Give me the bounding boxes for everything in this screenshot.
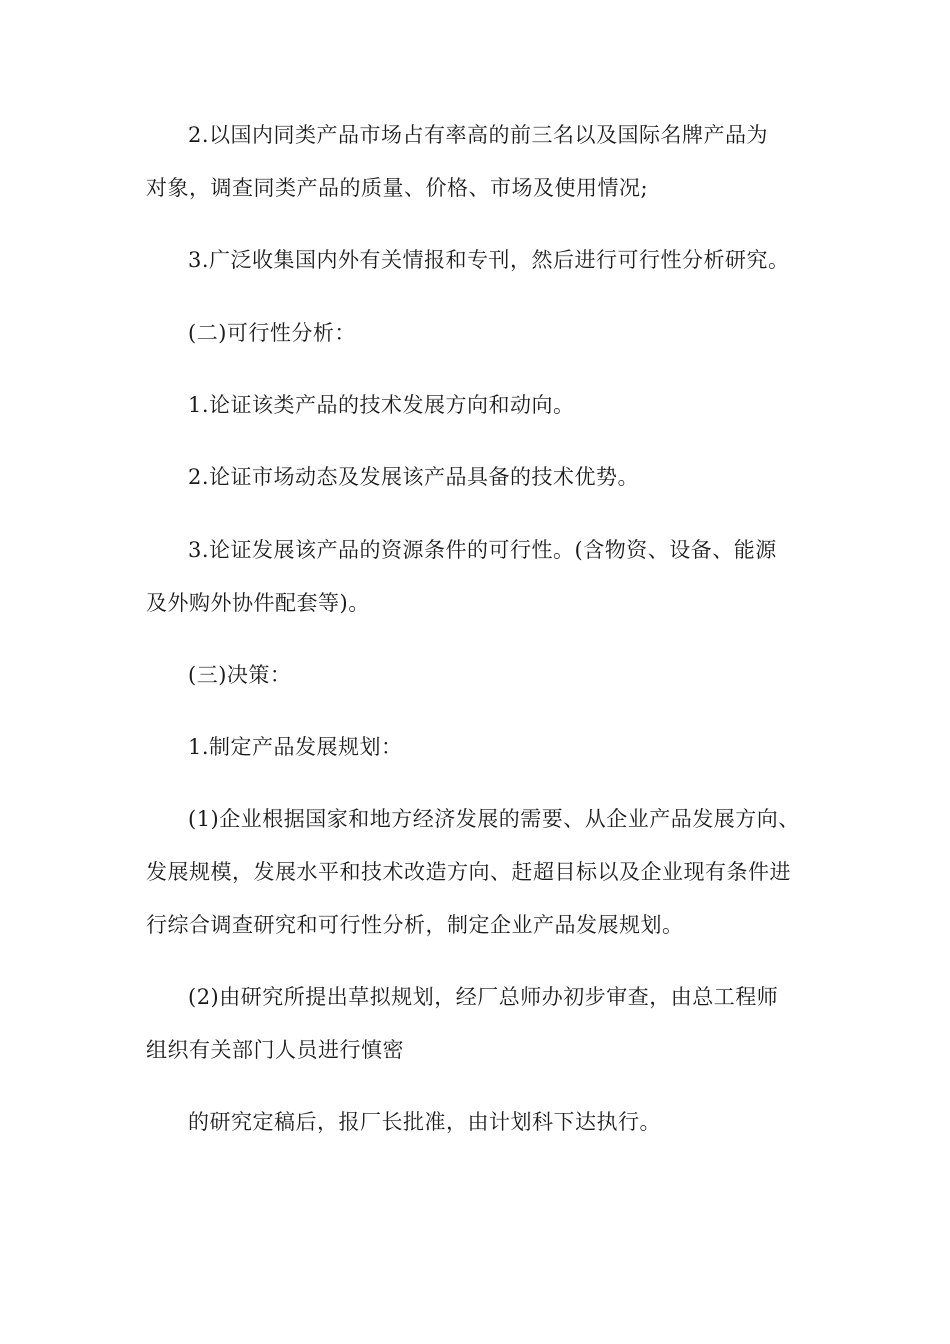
- paragraph-item-2-market: 2.论证市场动态及发展该产品具备的技术优势。: [188, 465, 640, 489]
- paragraph-item-2-investigate-line-1: 2.以国内同类产品市场占有率高的前三名以及国际名牌产品为: [188, 123, 769, 147]
- paragraph-sub-1-line-3: 行综合调查研究和可行性分析，制定企业产品发展规划。: [146, 913, 684, 937]
- paragraph-sub-1-line-2: 发展规模，发展水平和技术改造方向、赶超目标以及企业现有条件进: [146, 860, 791, 884]
- section-heading-decision: (三)决策：: [188, 663, 292, 687]
- paragraph-item-3-resources-line-1: 3.论证发展该产品的资源条件的可行性。(含物资、设备、能源: [188, 538, 777, 562]
- paragraph-sub-2-line-2: 组织有关部门人员进行慎密: [146, 1038, 404, 1062]
- paragraph-sub-2-line-1: (2)由研究所提出草拟规划，经厂总师办初步审查，由总工程师: [188, 985, 779, 1009]
- paragraph-item-2-investigate-line-2: 对象，调查同类产品的质量、价格、市场及使用情况;: [146, 176, 649, 200]
- paragraph-item-3-resources-line-2: 及外购外协件配套等)。: [146, 591, 370, 615]
- paragraph-item-3-collect: 3.广泛收集国内外有关情报和专刊，然后进行可行性分析研究。: [188, 248, 790, 272]
- paragraph-item-1-plan: 1.制定产品发展规划：: [188, 735, 403, 759]
- paragraph-item-1-tech-direction: 1.论证该类产品的技术发展方向和动向。: [188, 393, 575, 417]
- paragraph-sub-1-line-1: (1)企业根据国家和地方经济发展的需要、从企业产品发展方向、: [188, 807, 800, 831]
- paragraph-continuation: 的研究定稿后，报厂长批准，由计划科下达执行。: [188, 1110, 661, 1134]
- section-heading-feasibility: (二)可行性分析：: [188, 321, 356, 345]
